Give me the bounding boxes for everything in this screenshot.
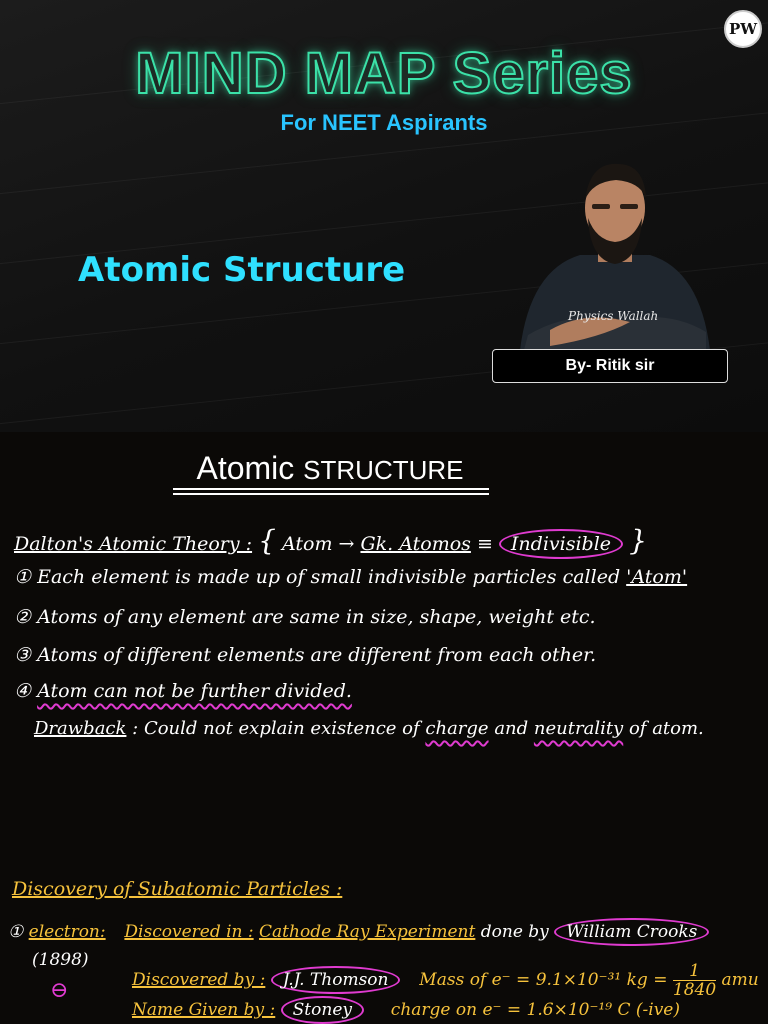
william-crooks-text: William Crooks — [554, 918, 709, 946]
dalton-greek: Gk. Atomos — [360, 533, 471, 555]
negative-sign-icon: ⊖ — [50, 978, 69, 1003]
pw-logo: PW — [724, 10, 762, 48]
title-underline — [173, 488, 489, 490]
done-by-text: done by — [480, 922, 549, 942]
indivisible-term: Indivisible — [499, 529, 623, 559]
drawback-text-end: of atom. — [628, 718, 704, 739]
topic-title: Atomic Structure — [78, 250, 406, 290]
brace-open: { — [258, 524, 276, 557]
brace-close: } — [629, 524, 647, 557]
point-number: ① — [14, 566, 32, 588]
dalton-label: Dalton's Atomic Theory : — [14, 533, 253, 555]
cathode-ray-text: Cathode Ray Experiment — [259, 922, 476, 942]
series-title: MIND MAP Series — [135, 41, 633, 106]
point-4 — [14, 680, 352, 702]
electron-row-3 — [132, 1000, 680, 1020]
dalton-equiv: ≡ — [476, 533, 493, 555]
name-given-label: Name Given by : — [132, 1000, 276, 1020]
point-text: Each element is made up of small indivisible particles called — [37, 566, 621, 588]
drawback-label: Drawback — [34, 718, 127, 739]
particle-name: electron: — [28, 922, 106, 942]
drawback-line — [34, 718, 704, 739]
series-subtitle: For NEET Aspirants — [280, 110, 488, 135]
handwritten-notes — [0, 432, 768, 1024]
point-term: 'Atom' — [626, 566, 688, 588]
electron-year: (1898) — [32, 950, 89, 970]
presenter-photo — [510, 160, 720, 355]
point-2 — [14, 606, 596, 628]
discovery-heading — [12, 878, 342, 900]
discovery-heading-text: Discovery of Subatomic Particles : — [12, 878, 343, 900]
point-3 — [14, 644, 596, 666]
mass-fraction — [673, 962, 716, 999]
dalton-atom: Atom → — [281, 533, 355, 555]
notes-title-caps: STRUCTURE — [303, 455, 464, 485]
point-text: Atoms of different elements are different from each other. — [37, 644, 597, 666]
fraction-numerator: 1 — [673, 962, 716, 981]
amu-unit: amu — [721, 970, 759, 990]
drawback-text: : Could not explain existence of — [132, 718, 420, 739]
particle-number: ① — [8, 922, 24, 942]
discovered-in-label: Discovered in : — [124, 922, 254, 942]
byline-box: By- Ritik sir — [492, 349, 728, 383]
drawback-and: and — [494, 718, 529, 739]
point-number: ③ — [14, 644, 32, 666]
title-underline — [173, 493, 489, 495]
notes-title-word: Atomic — [196, 450, 295, 486]
point-number: ④ — [14, 680, 32, 702]
drawback-neutrality: neutrality — [533, 718, 624, 739]
electron-mass-text: Mass of e⁻ = 9.1×10⁻³¹ kg = — [419, 970, 668, 990]
stoney-text: Stoney — [281, 996, 364, 1024]
thomson-text: J.J. Thomson — [271, 966, 401, 994]
shirt-text: Physics Wallah — [568, 309, 659, 323]
point-text: Atom can not be further divided. — [37, 680, 352, 702]
electron-row-1 — [8, 922, 709, 942]
fraction-denominator: 1840 — [672, 980, 717, 1000]
electron-charge-text: charge on e⁻ = 1.6×10⁻¹⁹ C (-ive) — [390, 1000, 680, 1020]
discovered-by-label: Discovered by : — [132, 970, 266, 990]
point-text: Atoms of any element are same in size, shape, weight etc. — [37, 606, 596, 628]
point-number: ② — [14, 606, 32, 628]
drawback-charge: charge — [425, 718, 489, 739]
thumbnail-header — [0, 0, 768, 432]
notes-title — [0, 450, 660, 487]
electron-row-2 — [132, 962, 759, 999]
dalton-line — [14, 524, 647, 557]
point-1 — [14, 566, 687, 588]
